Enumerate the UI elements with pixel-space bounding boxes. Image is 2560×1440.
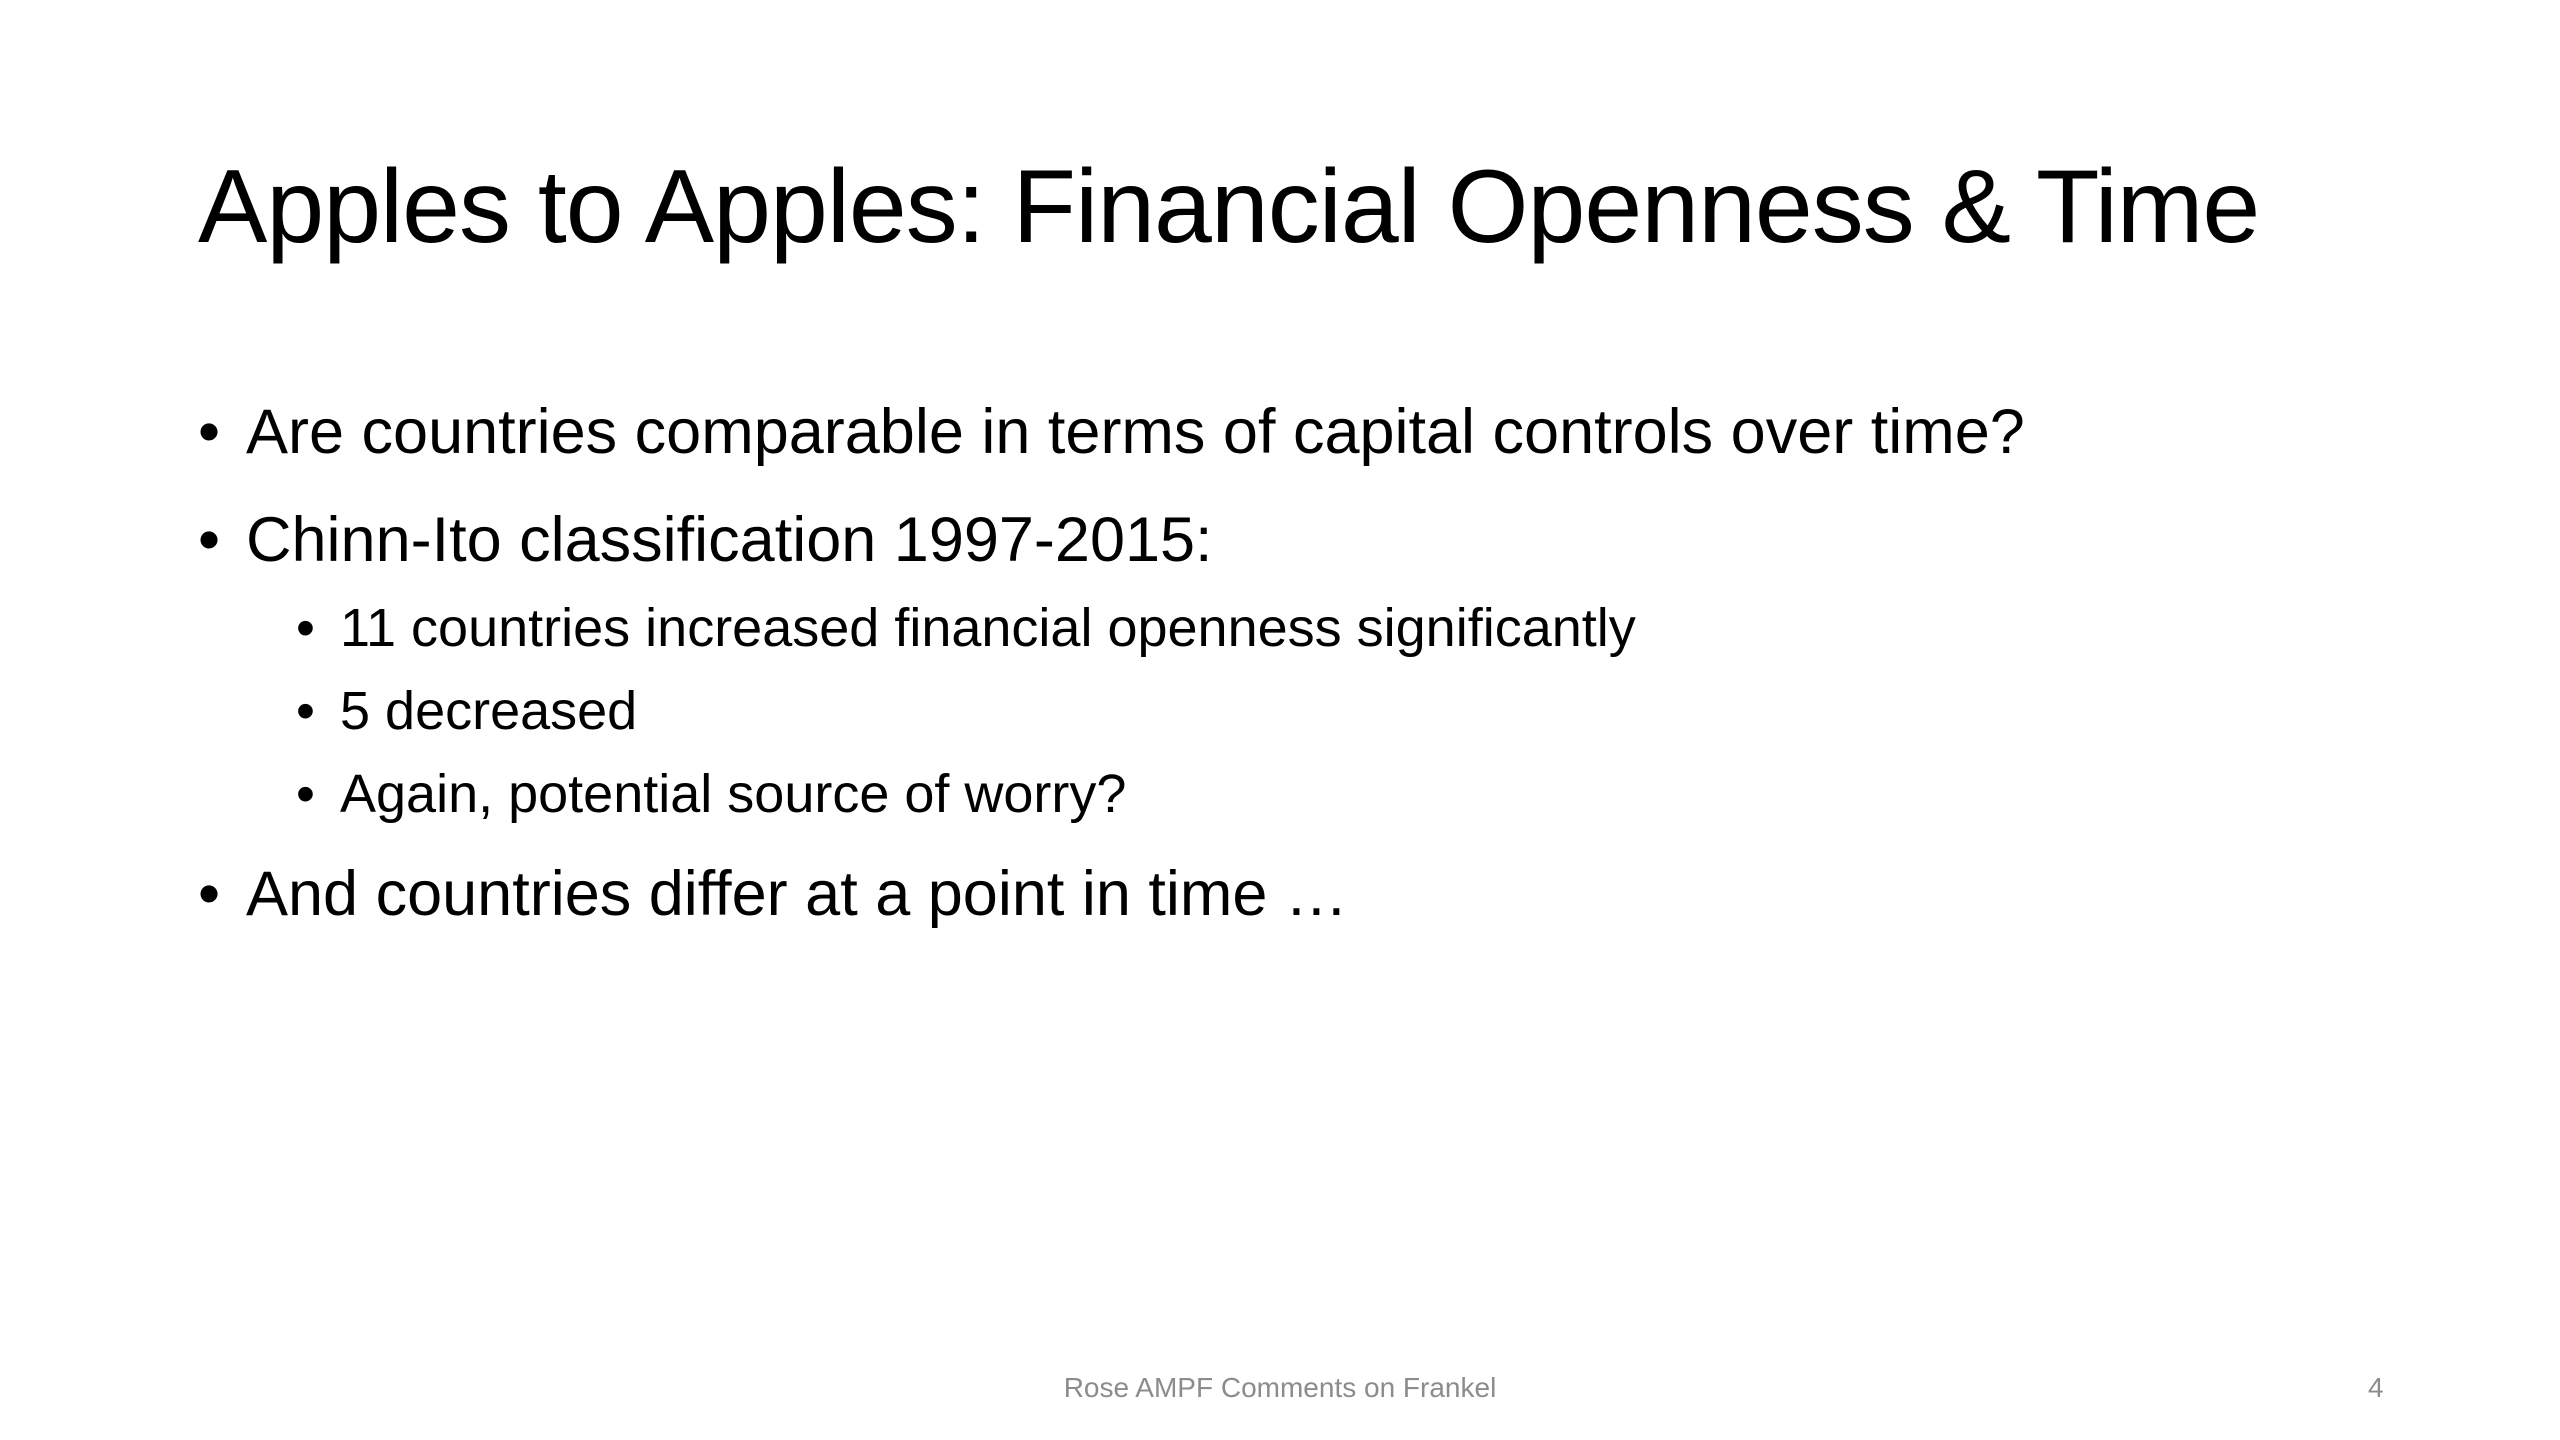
- bullet-item: • Chinn-Ito classification 1997-2015:: [198, 503, 2398, 579]
- page-number: 4: [2368, 1372, 2384, 1403]
- sub-bullet-item: • Again, potential source of worry?: [296, 762, 2398, 827]
- bullet-item: • And countries differ at a point in time …: [198, 857, 2398, 933]
- slide-title: Apples to Apples: Financial Openness & Time: [198, 149, 2260, 265]
- sub-bullet-item: • 5 decreased: [296, 679, 2398, 744]
- slide-footer: Rose AMPF Comments on Frankel: [1063, 1372, 1497, 1403]
- bullet-item: • Are countries comparable in terms of capital controls over time?: [198, 395, 2398, 471]
- sub-bullet-item: • 11 countries increased financial openness significantly: [296, 596, 2398, 661]
- slide-body: [198, 395, 2398, 964]
